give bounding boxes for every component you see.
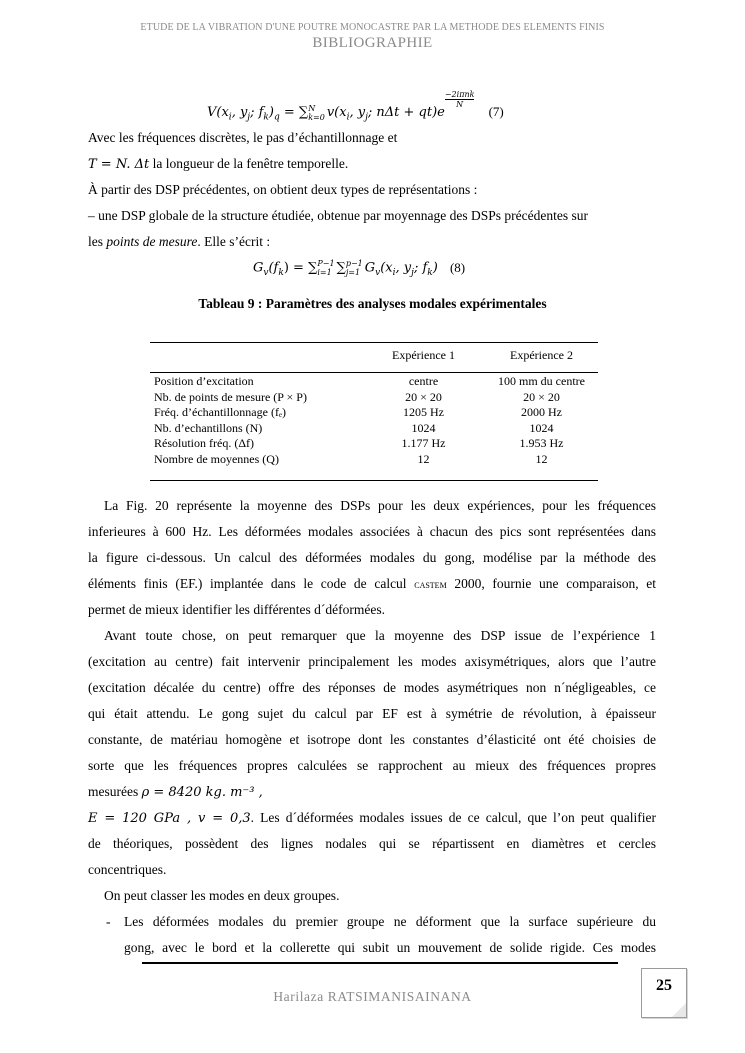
text-line: Avant toute chose, on peut remarquer que la moyenne des DSP issue de l’expérience 1 xyxy=(104,628,656,643)
text-line: permet de mieux identifier les différentes d´déformées. xyxy=(88,602,386,617)
list-bullet: - xyxy=(106,914,111,929)
equation-8: $G_v(f_k)$ = ∑ P−1 i=1 ∑ p−1 j=1 $G_v(x_i$, $y_j$; $f_k$) (8) xyxy=(253,259,466,279)
text-line: concentriques. xyxy=(88,862,167,877)
modulus-formula: E = 120 GPa , v = 0,3 xyxy=(88,811,251,826)
equation-7: $V(x_i$, $y_j$; $f_k)_q$ = ∑ N k=0 $v(x_i$, $y_j$; nΔt + qt)e −2iπnk N (7) xyxy=(207,90,504,123)
table-top-rule xyxy=(150,342,598,343)
text-line: La Fig. 20 représente la moyenne des DSPs pour les deux expériences, pour les fréquences xyxy=(104,498,656,513)
text-line: – une DSP globale de la structure étudiée, obtenue par moyennage des DSPs précédentes sur xyxy=(88,208,588,223)
text-line: la figure ci-dessous. Un calcul des déformées modales du gong, modélise par la méthode des xyxy=(88,550,656,565)
table-row: Nombre de moyennes (Q) 12 12 xyxy=(154,451,548,466)
table-row: Fréq. d’échantillonnage (fₑ) 1205 Hz 2000 Hz xyxy=(154,405,562,419)
text-line: mesurées ρ = 8420 kg. m⁻³ , xyxy=(88,784,263,800)
running-header: ETUDE DE LA VIBRATION D'UNE POUTRE MONOCASTRE PAR LA METHODE DES ELEMENTS FINIS xyxy=(140,22,605,33)
text-line: (excitation décalée du centre) offre des réponses de modes asymétriques non n´négligeables, ce xyxy=(88,680,656,695)
params-table xyxy=(150,348,598,467)
text-line: les points de mesure. Elle s’écrit : xyxy=(88,234,271,249)
page-fold-corner xyxy=(672,1003,686,1017)
table-header-row xyxy=(150,348,598,374)
equation-7-number: (7) xyxy=(488,104,504,119)
density-formula: ρ = 8420 kg. m⁻³ , xyxy=(141,785,263,800)
text-line: On peut classer les modes en deux groupes. xyxy=(104,888,340,903)
text-line: inferieures à 600 Hz. Les déformées modales associées à chacun des pics sont représentées dans xyxy=(88,524,656,539)
text-line: T = N. Δt la longueur de la fenêtre temporelle. xyxy=(88,156,349,172)
table-header-cell xyxy=(150,348,362,374)
table-row: Nb. d’echantillons (N) 1024 1024 xyxy=(154,420,554,435)
text-line: (excitation au centre) fait intervenir principalement les modes axisymétriques, alors que l’autre xyxy=(88,654,656,669)
text-line: sorte que les fréquences propres calculées se rapprochent au mieux des fréquences propres xyxy=(88,758,656,773)
list-item-line: gong, avec le bord et la collerette qui subit un mouvement de solide rigide. Ces modes xyxy=(124,940,656,955)
page-number: 25 xyxy=(656,977,672,994)
table-bottom-rule xyxy=(150,480,598,481)
table-caption: Tableau 9 : Paramètres des analyses modales expérimentales xyxy=(198,296,547,311)
text-line: éléments finis (EF.) implantée dans le code de calcul castem 2000, fournie une comparaison, et xyxy=(88,576,656,591)
text-line: E = 120 GPa , v = 0,3. Les d´déformées modales issues de ce calcul, que l’on peut qualifier xyxy=(88,810,656,826)
table-row: Résolution fréq. (Δf) 1.177 Hz 1.953 Hz xyxy=(154,436,564,450)
section-title: BIBLIOGRAPHIE xyxy=(312,35,433,51)
text-line: de théoriques, possèdent des lignes nodales qui se répartissent en diamètres et cercles xyxy=(88,836,656,851)
text-line: qui était attendu. Le gong sujet du calcul par EF est à symétrie de révolution, à épaisseur xyxy=(88,706,656,721)
table-header-cell: Expérience 2 xyxy=(510,348,573,362)
text-line: À partir des DSP précédentes, on obtient deux types de représentations : xyxy=(88,182,478,197)
table-row: Position d’excitation centre 100 mm du centre xyxy=(154,374,585,388)
table-header-cell: Expérience 1 xyxy=(392,348,455,362)
text-line: Avec les fréquences discrètes, le pas d’échantillonnage et xyxy=(88,130,398,145)
period-formula: T = N. Δt xyxy=(88,157,150,172)
equation-8-number: (8) xyxy=(449,259,466,275)
footer-author: Harilaza RATSIMANISAINANA xyxy=(273,989,472,1004)
list-item-line: Les déformées modales du premier groupe ne déforment que la surface supérieure du xyxy=(124,914,656,929)
footer-rule xyxy=(142,962,618,964)
text-line: constante, de matériau homogène et isotrope dont les constantes d’élasticité ont été choisies de xyxy=(88,732,656,747)
table-row: Nb. de points de mesure (P × P) 20 × 20 20 × 20 xyxy=(154,389,560,404)
